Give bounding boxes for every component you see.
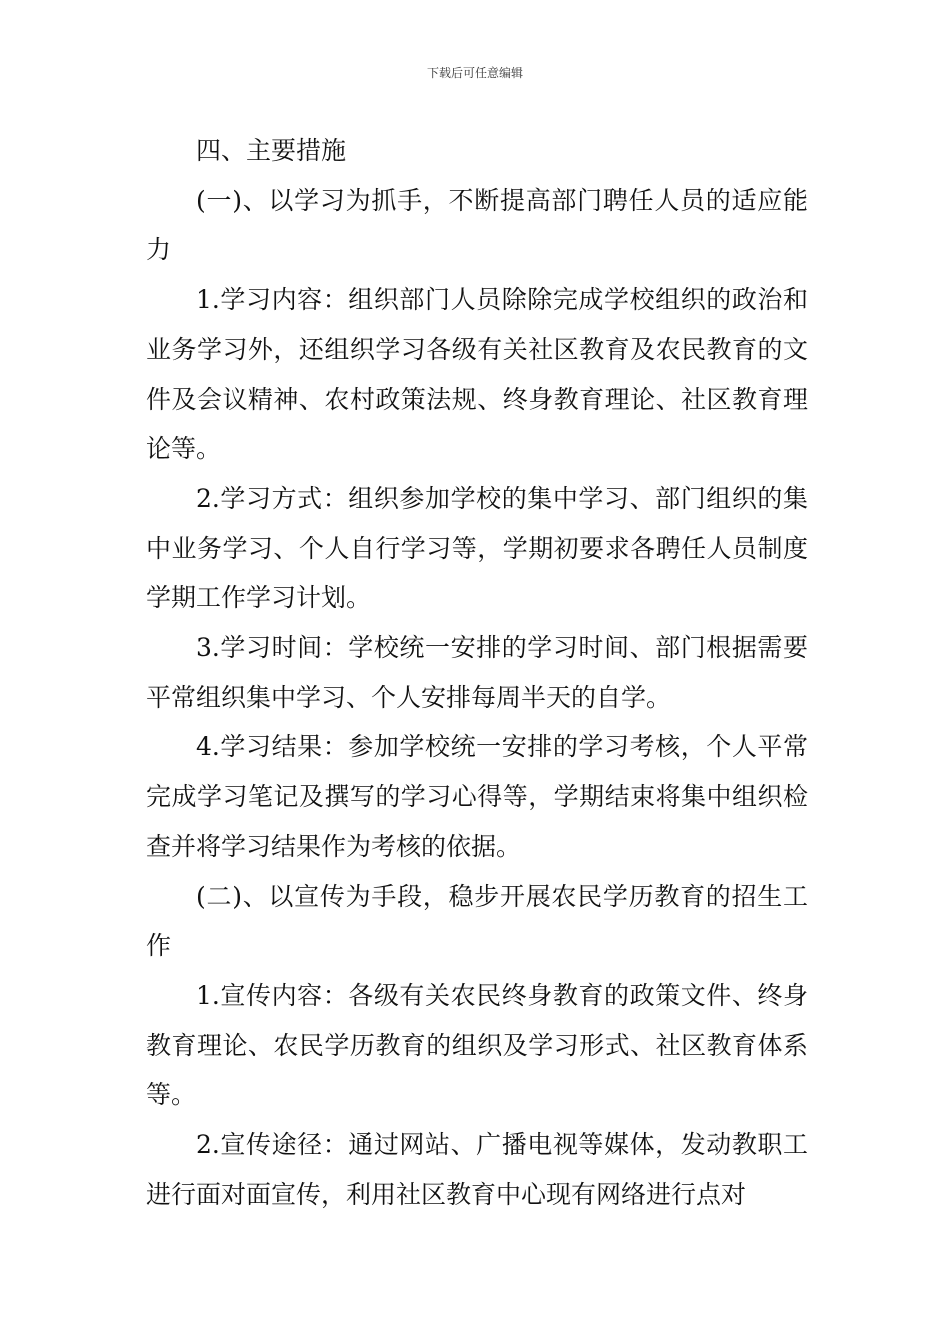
subsection-heading-1: (一)、以学习为抓手，不断提高部门聘任人员的适应能力 [146,185,808,265]
paragraph-learning-method: 2.学习方式：组织参加学校的集中学习、部门组织的集中业务学习、个人自行学习等，学期初要求各聘任人员制度学期工作学习计划。 [146,483,808,613]
paragraph-learning-time: 3.学习时间：学校统一安排的学习时间、部门根据需要平常组织集中学习、个人安排每周半天的自学。 [146,633,808,712]
page-header-note: 下载后可任意编辑 [426,66,523,80]
section-heading: 四、主要措施 [196,136,347,165]
paragraph-publicity-content: 1.宣传内容：各级有关农民终身教育的政策文件、终身教育理论、农民学历教育的组织及学习形式、社区教育体系等。 [146,980,808,1110]
document-body [146,126,808,1219]
paragraph-publicity-channels: 2.宣传途径：通过网站、广播电视等媒体，发动教职工进行面对面宣传，利用社区教育中心现有网络进行点对 [146,1130,808,1209]
paragraph-learning-content: 1.学习内容：组织部门人员除除完成学校组织的政治和业务学习外，还组织学习各级有关社区教育及农民教育的文件及会议精神、农村政策法规、终身教育理论、社区教育理论等。 [146,285,808,464]
subsection-heading-2: (二)、以宣传为手段，稳步开展农民学历教育的招生工作 [146,881,808,961]
paragraph-learning-result: 4.学习结果：参加学校统一安排的学习考核，个人平常完成学习笔记及撰写的学习心得等，学期结束将集中组织检查并将学习结果作为考核的依据。 [146,732,808,861]
